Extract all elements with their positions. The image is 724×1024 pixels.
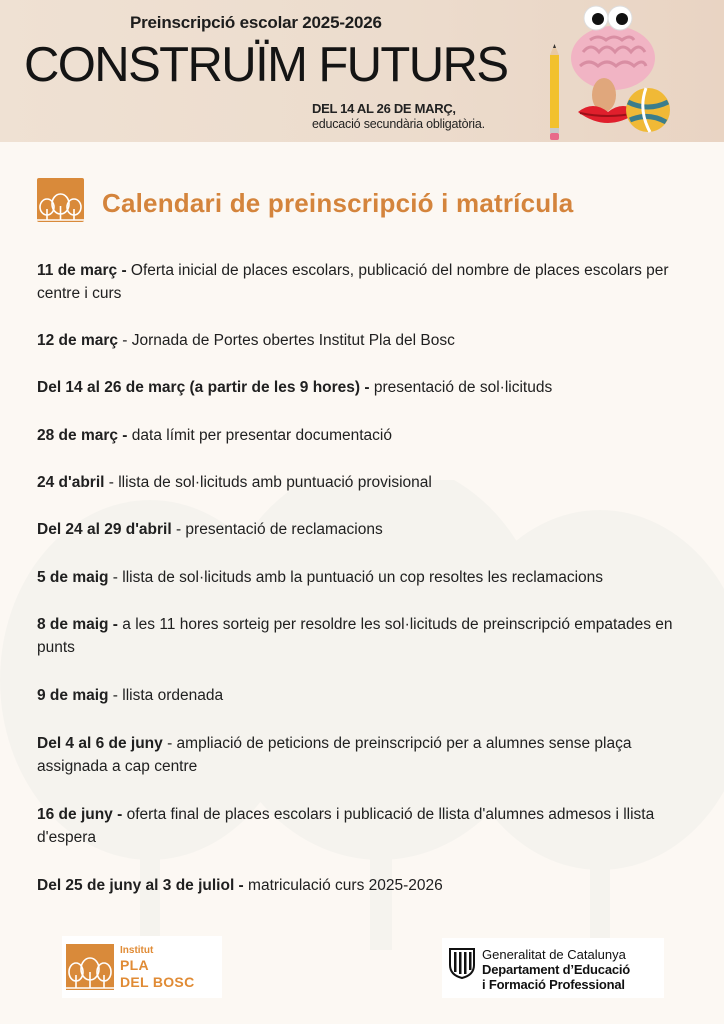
calendar-entry (37, 803, 701, 849)
entry-text: presentació de sol·licituds (369, 379, 553, 396)
entry-date: 8 de maig - (37, 616, 118, 633)
calendar-entry (37, 732, 701, 778)
entry-date: 16 de juny - (37, 806, 123, 823)
generalitat-shield-icon (448, 947, 476, 979)
calendar-entry (37, 259, 701, 305)
brain-illustration (571, 26, 655, 90)
generalitat-name: Generalitat de Catalunya (482, 947, 626, 962)
entry-text: - Jornada de Portes obertes Institut Pla del Bosc (118, 332, 455, 349)
banner-stage: educació secundària obligatòria. (312, 117, 485, 131)
trees-logo-icon (37, 178, 84, 222)
entry-text: - llista de sol·licituds amb la puntuació un cop resoltes les reclamacions (108, 569, 604, 586)
entry-date: 11 de març - (37, 262, 127, 279)
calendar-entry (37, 874, 701, 897)
entry-text: - ampliació de peticions de preinscripció per a alumnes sense plaça assignada a cap centre (37, 735, 632, 775)
calendar-entry (37, 329, 701, 352)
institute-name-line1: PLA (120, 957, 149, 973)
generalitat-logo (442, 938, 664, 998)
institute-trees-icon (66, 944, 114, 990)
calendar-entry (37, 684, 701, 707)
banner-title: CONSTRUÏM FUTURS (24, 38, 508, 92)
entry-date: Del 4 al 6 de juny (37, 735, 163, 752)
entry-text: data límit per presentar documentació (127, 427, 392, 444)
institute-label-small: Institut (120, 945, 154, 956)
pencil-illustration (550, 44, 559, 140)
entry-text: matriculació curs 2025-2026 (243, 877, 443, 894)
calendar-entry (37, 424, 701, 447)
entry-date: Del 14 al 26 de març (a partir de les 9 hores) - (37, 379, 370, 396)
entry-date: 28 de març - (37, 427, 128, 444)
entry-text: - llista de sol·licituds amb puntuació provisional (104, 474, 432, 491)
entry-date: Del 24 al 29 d'abril (37, 521, 172, 538)
calendar-entry (37, 471, 701, 494)
entry-text: oferta final de places escolars i publicació de llista d'alumnes admesos i llista d'espera (37, 806, 655, 846)
section-title: Calendari de preinscripció i matrícula (102, 188, 574, 218)
banner-kicker: Preinscripció escolar 2025-2026 (130, 13, 382, 32)
entry-date: 24 d'abril (37, 474, 105, 491)
department-name-line1: Departament d’Educació (482, 962, 631, 977)
entry-date: 12 de març (37, 332, 118, 349)
calendar-entry (37, 518, 701, 541)
entry-date: 5 de maig (37, 569, 109, 586)
institute-logo (62, 936, 222, 998)
calendar-entry (37, 376, 701, 399)
entry-text: - presentació de reclamacions (171, 521, 383, 538)
department-name-line2: i Formació Professional (482, 977, 625, 992)
entry-text: a les 11 hores sorteig per resoldre les sol·licituds de preinscripció empatades en punts (37, 616, 673, 656)
ball-illustration (626, 88, 670, 132)
entry-text: Oferta inicial de places escolars, publicació del nombre de places escolars per centre i curs (37, 262, 669, 302)
banner-dates: DEL 14 AL 26 DE MARÇ, (312, 101, 456, 116)
header-banner (0, 0, 724, 142)
entry-text: - llista ordenada (108, 687, 224, 704)
institute-name-line2: DEL BOSC (120, 974, 195, 990)
calendar-entry (37, 566, 701, 589)
entry-date: Del 25 de juny al 3 de juliol - (37, 877, 244, 894)
calendar-entry (37, 613, 701, 659)
entry-date: 9 de maig (37, 687, 109, 704)
banner-illustration (538, 0, 724, 142)
